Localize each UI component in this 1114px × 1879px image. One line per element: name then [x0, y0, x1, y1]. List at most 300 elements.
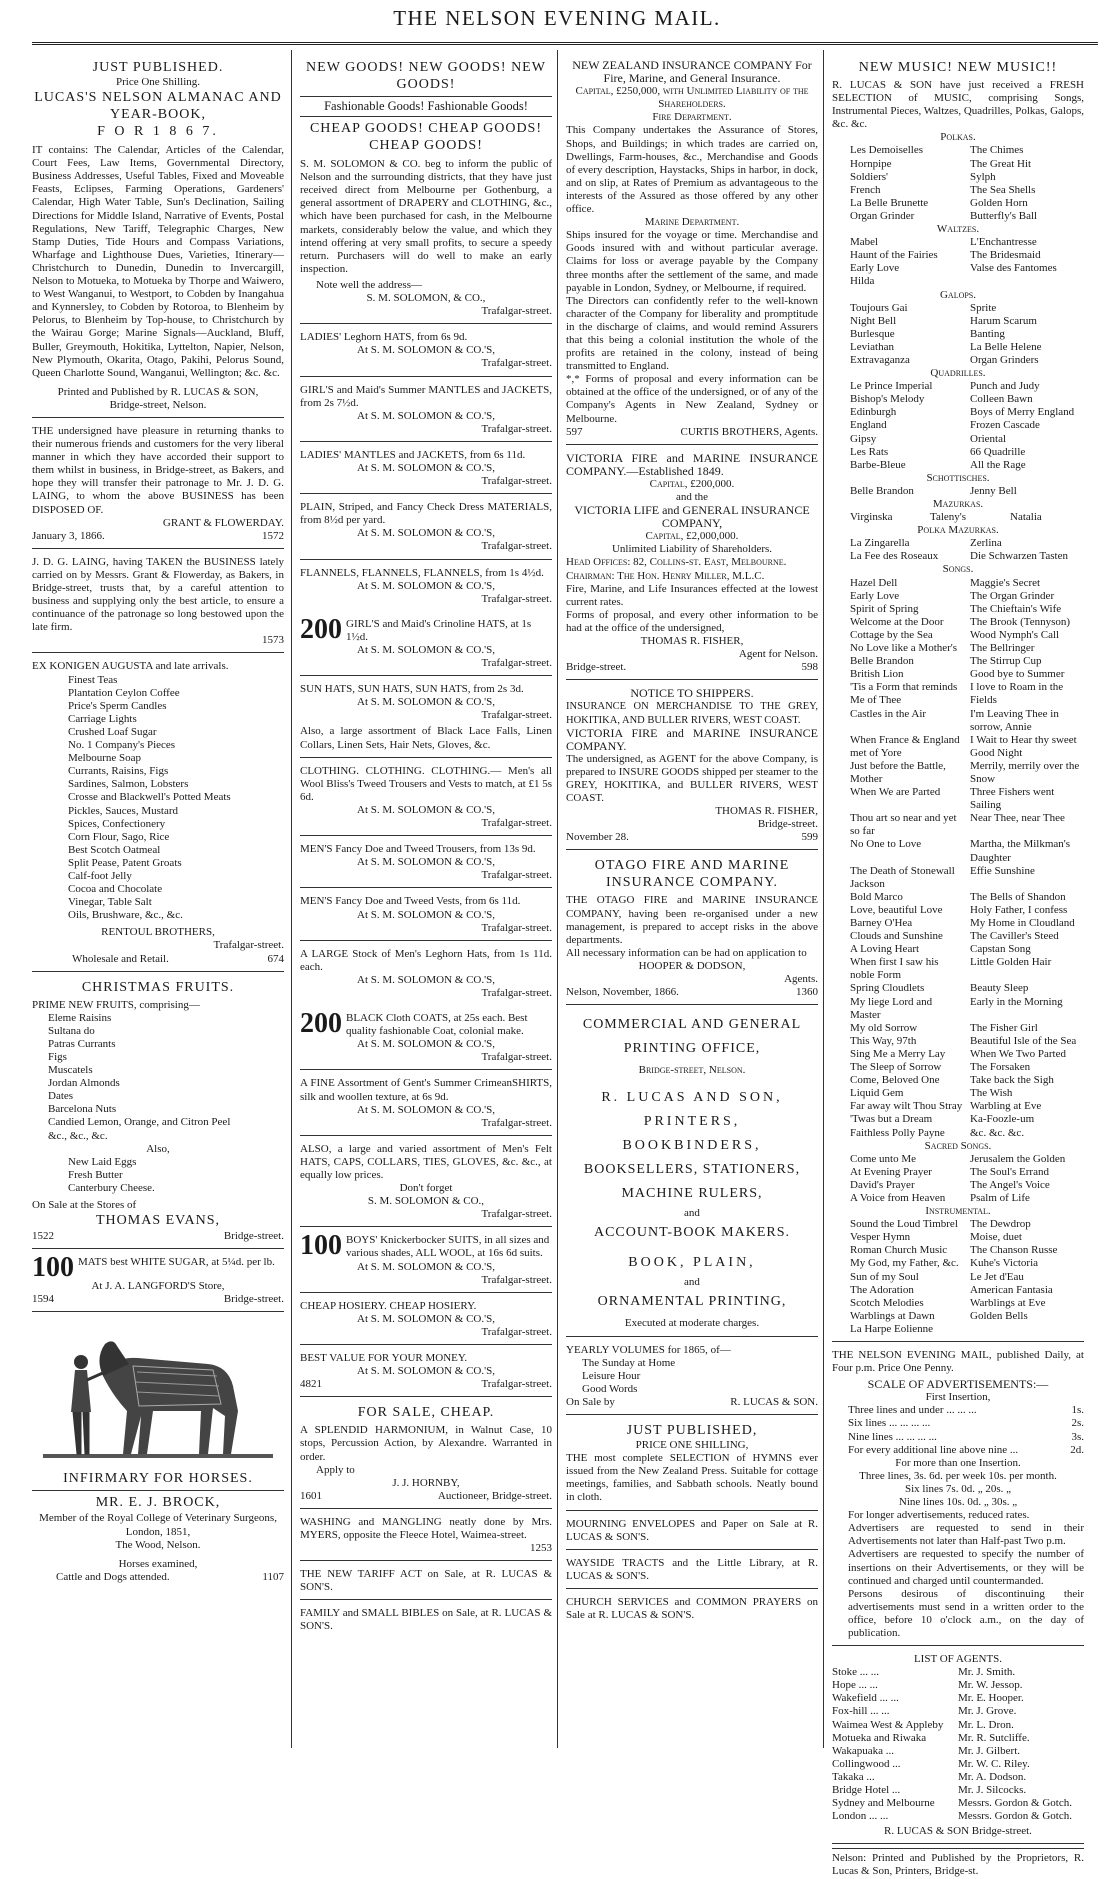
agent-place: Bridge Hotel ... — [832, 1784, 901, 1796]
ad-signature: CURTIS BROTHERS, Agents. — [680, 425, 818, 438]
list-item: Cocoa and Chocolate — [68, 883, 163, 896]
ad-footer — [300, 1490, 552, 1503]
solomon-item-ad — [300, 564, 552, 611]
rate-label: For every additional line above nine ... — [848, 1443, 1019, 1456]
agent-name: Mr. R. Sutcliffe. — [958, 1731, 1030, 1744]
music-title: Golden Horn — [970, 196, 1028, 209]
music-title: I Wait to Hear thy sweet Good Night — [970, 733, 1077, 759]
fruits-list — [32, 1012, 284, 1143]
agent-name: Mr. J. Smith. — [958, 1666, 1016, 1679]
column-2 — [300, 56, 552, 1746]
agent-name: Messrs. Gordon & Gotch. — [958, 1810, 1072, 1823]
ad-body: THE OTAGO FIRE and MARINE INSURANCE COMPANY, having been re-organised under a new management, is prepared to accept risks in the above departments. — [566, 894, 818, 946]
music-title: Clouds and Sunshine — [850, 930, 943, 943]
music-title: Holy Father, I confess — [970, 903, 1068, 916]
ad-footer — [32, 953, 284, 966]
ad-heading: THE NELSON EVENING MAIL, published Daily, at Four p.m. Price One Penny. — [832, 1349, 1084, 1375]
ad-footer — [32, 1230, 284, 1243]
ad-number: 1601 — [300, 1489, 322, 1502]
music-list — [832, 302, 1084, 367]
ad-heading: JUST PUBLISHED, — [626, 1423, 758, 1439]
sunhats-ad — [300, 680, 552, 757]
music-title: 66 Quadrille — [970, 445, 1026, 458]
music-list — [832, 485, 1084, 498]
ad-address: At S. M. SOLOMON & CO.'S, — [357, 644, 495, 656]
crinoline-ad — [300, 615, 552, 676]
ad-body: J. D. G. LAING, having TAKEN the BUSINESS lately carried on by Messrs. Grant & Flowerday, as Bakers, in Bridge-street, trusts that, by a careful attention to business and supplying only the best article, to ensure a continuance of the patronage so long bestowed upon the late firm. — [32, 555, 284, 634]
agent-place: London ... ... — [832, 1810, 889, 1823]
ad-body: All necessary information can be had on application to — [566, 946, 807, 959]
liability-line: Unlimited Liability of Shareholders. — [611, 543, 773, 556]
christmas-fruits-ad — [32, 976, 284, 1250]
rate-row — [832, 1444, 1084, 1457]
music-title — [970, 275, 1084, 288]
ad-number: 4821 — [300, 1378, 322, 1391]
music-title: Burlesque — [850, 327, 895, 340]
ad-number: 1594 — [32, 1293, 54, 1306]
ad-footer — [566, 1396, 818, 1409]
divider — [832, 1848, 1084, 1849]
mourning-ad — [566, 1515, 818, 1550]
ad-body: BOYS' Knickerbocker SUITS, in all sizes and various shades, ALL WOOL, at 16s 6d suits. — [346, 1234, 550, 1260]
ad-body: SUN HATS, SUN HATS, SUN HATS, from 2s 3d. — [300, 683, 524, 696]
music-title: At Evening Prayer — [850, 1165, 932, 1178]
agent-row — [832, 1771, 1084, 1784]
printing-line: MACHINE RULERS, — [621, 1186, 763, 1202]
capital-line: Capital, £2,000,000. — [645, 530, 739, 543]
music-title: Spring Cloudlets — [850, 982, 925, 995]
office-line: Head Offices: 82, Collins-st. East, Melbourne. — [566, 556, 787, 569]
ad-heading: CHRISTMAS FRUITS. — [81, 979, 235, 995]
ad-street: Trafalgar-street. — [481, 709, 552, 722]
rate-price: 2d. — [1070, 1443, 1084, 1456]
ad-number: 599 — [801, 831, 818, 844]
agent-place: Fox-hill ... ... — [832, 1705, 890, 1718]
music-title: Welcome at the Door — [850, 615, 944, 628]
agent-place: Stoke ... ... — [832, 1666, 880, 1679]
ad-number: 1572 — [262, 529, 284, 542]
agent-row — [832, 1810, 1084, 1823]
note-line: Note well the address— — [316, 278, 422, 291]
music-title: Jerusalem the Golden — [970, 1152, 1066, 1165]
agent-place: Hope ... ... — [832, 1679, 878, 1692]
music-title: 'Twas but a Dream — [850, 1113, 933, 1126]
price-line: Price One Shilling. — [115, 76, 201, 88]
section-title: Fire Department. — [652, 111, 732, 124]
suits-ad — [300, 1231, 552, 1292]
column-1 — [32, 56, 284, 1746]
music-title: All the Rage — [970, 458, 1026, 471]
ad-body: MOURNING ENVELOPES and Paper on Sale at R. LUCAS & SON'S. — [566, 1517, 818, 1543]
music-title: Night Bell — [850, 314, 897, 327]
music-title: The Chimes — [970, 144, 1024, 157]
music-title: Warblings at Eve — [970, 1296, 1046, 1309]
ad-signature: THOMAS R. FISHER, — [640, 635, 744, 648]
ad-subheading: INSURANCE ON MERCHANDISE TO THE GREY, HOKITIKA, AND BULLER RIVERS, WEST COAST. — [566, 701, 818, 726]
ad-body: PLAIN, Striped, and Fancy Check Dress MATERIALS, from 8½d per yard. — [300, 501, 552, 527]
music-section-title: Polka Mazurkas. — [917, 524, 999, 537]
list-item: &c., &c., &c. — [48, 1129, 108, 1142]
music-title: When France & England met of Yore — [850, 733, 960, 759]
list-item: Melbourne Soap — [68, 752, 142, 765]
ad-address: At S. M. SOLOMON & CO.'S, — [357, 856, 495, 869]
ad-number: 598 — [801, 661, 818, 674]
ad-signature: R. LUCAS & SON. — [730, 1395, 818, 1408]
list-item: Crosse and Blackwell's Potted Meats — [68, 791, 231, 804]
music-title: Little Golden Hair — [970, 956, 1052, 969]
divider — [32, 1490, 284, 1491]
ad-number: 1107 — [262, 1570, 284, 1583]
ad-address: At S. M. SOLOMON & CO.'S, — [357, 1103, 495, 1116]
column-rule — [823, 50, 824, 1748]
ad-heading: VICTORIA LIFE and GENERAL INSURANCE COMPANY, — [574, 503, 810, 531]
music-section-title: Waltzes. — [936, 223, 980, 236]
music-title: When We are Parted — [850, 786, 941, 799]
ad-address: At S. M. SOLOMON & CO.'S, — [357, 461, 495, 474]
music-title: Maggie's Secret — [970, 576, 1041, 589]
ad-body: Persons desirous of discontinuing their advertisements must send in a written order to the office, before 10 o'clock a.m., on the day of publication. — [848, 1587, 1084, 1639]
ad-street: Bridge-street. — [757, 818, 818, 831]
masthead: THE NELSON EVENING MAIL. — [393, 6, 721, 30]
shirts-ad — [300, 1074, 552, 1135]
music-title: Beauty Sleep — [970, 982, 1029, 995]
list-item: Best Scotch Oatmeal — [68, 843, 161, 856]
agent-row — [832, 1719, 1084, 1732]
music-sections — [832, 131, 1084, 1336]
ad-street: Trafalgar-street. — [481, 1325, 552, 1338]
music-title: Oriental — [970, 432, 1007, 445]
ad-address: At S. M. SOLOMON & CO.'S, — [357, 803, 495, 816]
music-title: The Adoration — [850, 1283, 914, 1296]
ad-number: 1573 — [262, 634, 284, 647]
music-title: Three Fishers went Sailing — [970, 786, 1055, 812]
price-line: PRICE ONE SHILLING, — [635, 1439, 749, 1452]
music-title: 'Tis a Form that reminds Me of Thee — [850, 681, 958, 707]
tariff-ad — [300, 1565, 552, 1600]
rate-line: For longer advertisements, reduced rates. — [848, 1509, 1030, 1522]
ad-address: At S. M. SOLOMON & CO.'S, — [357, 527, 495, 540]
scale-title: SCALE OF ADVERTISEMENTS:— — [867, 1377, 1049, 1392]
music-title: Faithless Polly Payne — [850, 1126, 945, 1139]
ad-body: MEN'S Fancy Doe and Tweed Vests, from 6s 11d. — [300, 895, 521, 908]
ad-body: FLANNELS, FLANNELS, FLANNELS, from 1s 4½d. — [300, 566, 544, 579]
music-title: Le Jet d'Eau — [970, 1270, 1024, 1283]
music-title: Capstan Song — [970, 943, 1031, 956]
wholesale-note: Wholesale and Retail. — [72, 952, 169, 965]
music-title: Vesper Hymn — [850, 1231, 911, 1244]
felt-hats-ad — [300, 1140, 552, 1228]
ad-body: FAMILY and SMALL BIBLES on Sale, at R. LUCAS & SON'S. — [300, 1607, 552, 1633]
ad-signature: RENTOUL BROTHERS, — [101, 926, 215, 939]
music-title: The Stirrup Cup — [970, 655, 1042, 668]
agent-line: Agent for Nelson. — [738, 648, 818, 661]
music-title: The Bells of Shandon — [970, 890, 1066, 903]
ad-title: YEAR-BOOK, — [110, 107, 206, 123]
apply-line: Apply to — [316, 1463, 355, 1476]
ad-heading: OTAGO FIRE AND MARINE INSURANCE COMPANY. — [594, 858, 790, 891]
music-section-title: Schottisches. — [926, 471, 990, 484]
ad-heading: FOR SALE, CHEAP. — [357, 1405, 495, 1421]
agent-name: Mr. L. Dron. — [958, 1718, 1014, 1731]
music-title: Gipsy — [850, 432, 877, 445]
ad-street: Trafalgar-street. — [213, 939, 284, 952]
printing-line: COMMERCIAL AND GENERAL — [582, 1017, 802, 1033]
quantity-numeral: 100 — [300, 1230, 342, 1262]
music-title: French — [850, 183, 881, 196]
music-title: Castles in the Air — [850, 707, 927, 720]
ad-number: 597 — [566, 425, 583, 438]
rate-label: Three lines and under ... ... ... — [848, 1404, 977, 1417]
music-title: Hazel Dell — [850, 576, 898, 589]
ad-body: ALSO, a large and varied assortment of Men's Felt HATS, CAPS, COLLARS, TIES, GLOVES, &c. &c., at equally low prices. — [300, 1142, 552, 1181]
rate-line: Three lines, 3s. 6d. per week 10s. per month. — [859, 1469, 1057, 1482]
music-list — [832, 144, 1084, 223]
ad-signature: R. LUCAS & SON Bridge-street. — [884, 1825, 1032, 1838]
music-title: The Bellringer — [970, 642, 1035, 655]
ad-street: Bridge-street. — [566, 661, 627, 674]
music-title: Mabel — [850, 236, 879, 249]
music-title: The Dewdrop — [970, 1218, 1031, 1231]
music-title: Good bye to Summer — [970, 668, 1065, 681]
shippers-notice — [566, 684, 818, 850]
music-title: Belle Brandon — [850, 655, 914, 668]
music-section-title: Quadrilles. — [930, 367, 986, 380]
music-title: Extravaganza — [850, 353, 910, 366]
music-title: Frozen Cascade — [970, 419, 1040, 432]
service-line: Cattle and Dogs attended. — [56, 1570, 170, 1583]
music-title: Thou art so near and yet so far — [850, 812, 957, 838]
music-title: A Loving Heart — [850, 943, 920, 956]
list-item: Canterbury Cheese. — [68, 1181, 155, 1194]
vet-name: MR. E. J. BROCK, — [95, 1495, 221, 1511]
ad-address: At S. M. SOLOMON & CO.'S, — [357, 973, 495, 986]
and-line: and — [684, 1276, 700, 1289]
ad-heading: INFIRMARY FOR HORSES. — [63, 1471, 253, 1487]
list-item: Barcelona Nuts — [48, 1103, 117, 1116]
music-title: Leviathan — [850, 340, 894, 353]
music-title: The Brook (Tennyson) — [970, 615, 1071, 628]
music-title: Jenny Bell — [970, 484, 1017, 497]
first-insertion: First Insertion, — [925, 1391, 991, 1404]
ad-address: At J. A. LANGFORD'S Store, — [91, 1280, 225, 1293]
music-title: A Voice from Heaven — [850, 1191, 946, 1204]
ad-street: Trafalgar-street. — [481, 817, 552, 830]
agent-row — [832, 1732, 1084, 1745]
music-title: Edinburgh — [850, 406, 897, 419]
agent-row — [832, 1745, 1084, 1758]
music-section-title: Mazurkas. — [932, 498, 984, 510]
music-title: The Sea Shells — [970, 183, 1036, 196]
rate-row — [832, 1417, 1084, 1430]
ad-number: 1253 — [530, 1542, 552, 1555]
ad-street: Trafalgar-street. — [481, 869, 552, 882]
ad-body: GIRL'S and Maid's Crinoline HATS, at 1s 1½d. — [346, 617, 532, 643]
music-title: Take back the Sigh — [970, 1074, 1054, 1087]
printing-line: BOOK, PLAIN, — [628, 1255, 756, 1271]
ad-street: Trafalgar-street. — [481, 986, 552, 999]
ad-title: LUCAS'S NELSON ALMANAC AND — [34, 90, 282, 106]
music-section-title: Galops. — [939, 288, 977, 301]
chairman-line: Chairman: The Hon. Henry Miller, M.L.C. — [566, 569, 765, 582]
rate-row — [832, 1431, 1084, 1444]
music-title: The Great Hit — [970, 157, 1032, 170]
list-item: Calf-foot Jelly — [68, 869, 132, 882]
music-title: This Way, 97th — [850, 1034, 917, 1047]
agent-place: Sydney and Melbourne — [832, 1797, 935, 1810]
music-title: Martha, the Milkman's Daughter — [970, 838, 1071, 864]
music-title: La Belle Helene — [970, 340, 1042, 353]
music-title: Warblings at Dawn — [850, 1309, 935, 1322]
ad-address: At S. M. SOLOMON & CO.'S, — [357, 1312, 495, 1325]
note-line: Don't forget — [399, 1182, 453, 1195]
music-title: Effie Sunshine — [970, 864, 1035, 877]
agent-row — [832, 1679, 1084, 1692]
ad-body: LADIES' MANTLES and JACKETS, from 6s 11d. — [300, 448, 526, 461]
ad-address: At S. M. SOLOMON & CO.'S, — [357, 409, 495, 422]
grant-notice — [32, 422, 284, 549]
masthead-rule — [32, 42, 1098, 45]
music-title: Barney O'Hea — [850, 917, 913, 929]
ad-address: At S. M. SOLOMON & CO.'S, — [357, 1365, 495, 1378]
music-title: The Forsaken — [970, 1061, 1031, 1074]
music-title: La Belle Brunette — [850, 196, 929, 209]
agent-name: Mr. J. Silcocks. — [958, 1784, 1027, 1796]
music-list — [832, 537, 1084, 563]
nz-insurance-ad — [566, 56, 818, 445]
hosiery-ad — [300, 1297, 552, 1345]
sale-line: On Sale by — [566, 1395, 615, 1408]
rate-line: Six lines 7s. 0d. „ 20s. „ — [904, 1482, 1012, 1495]
music-title: Toujours Gai — [850, 301, 908, 314]
music-title: Virginska — [850, 511, 893, 524]
list-item: Jordan Almonds — [48, 1077, 120, 1090]
ad-heading: NEW ZEALAND INSURANCE COMPANY For Fire, Marine, and General Insurance. — [572, 58, 812, 86]
ad-subheading: Fashionable Goods! Fashionable Goods! — [324, 99, 528, 113]
ad-printer: Printed and Published by R. LUCAS & SON, — [57, 385, 259, 398]
ad-footer — [566, 661, 818, 674]
music-title: The Soul's Errand — [970, 1165, 1049, 1178]
music-title: When first I saw his noble Form — [850, 956, 939, 982]
music-title: Spirit of Spring — [850, 602, 919, 615]
music-title: La Zingarella — [850, 537, 910, 550]
list-item: Finest Teas — [68, 673, 118, 686]
ad-street: Trafalgar-street. — [481, 921, 552, 934]
ad-heading: VICTORIA FIRE and MARINE INSURANCE COMPANY. — [566, 725, 818, 753]
ad-body: IT contains: The Calendar, Articles of the Calendar, Court Fees, Law Items, Governmental Directory, Business Addresses, Useful Tables, Fixed and Moveable Feasts, Eclipses, Farming Operations, Gardeners' Calendar, High Water Table, Sun's Declination, Sailing Directions for Middle Island, Narrative of Events, Postal Regulations, New Tariff, Telegraphic Charges, New Stamp Duties, Tide Hours and Compass Variations, Wharfage and Lighthouse Dues, Varieties, Itinerary—Christchurch to Dunedin, Dunedin to Invercargill, Nelson to Motueka, to Motueka by Thorpe and Waiwero, to West Wanganui, to Westport, to Cobden by Inangahua and Kynnersley, to Cobden by Rotoroa, to Blenheim by Pelorus, to Blenheim by Top-house, to Christchurch by the Wairau Gorge; Marine Signals—Auckland, Bluff, Buller, Greymouth, Hokitika, Lyttelton, Napier, Nelson, New Plymouth, Okarita, Otago, Pakihi, Pelorus Sound, Queen Charlotte Sound, Wanganui, Wellington; &c. &c. — [32, 144, 284, 379]
music-list — [832, 577, 1084, 1140]
ad-body: Fire, Marine, and Life Insurances effected at the lowest current rates. — [566, 582, 818, 608]
ad-street: Trafalgar-street. — [481, 305, 552, 318]
imprint-footer: Nelson: Printed and Published by the Proprietors, R. Lucas & Son, Printers, Bridge-st. — [832, 1852, 1084, 1878]
music-ad — [832, 56, 1084, 1342]
music-title: Punch and Judy — [970, 380, 1040, 393]
section-title: Marine Department. — [644, 216, 740, 229]
music-title: Kuhe's Victoria — [970, 1257, 1039, 1270]
music-title: Golden Bells — [970, 1309, 1028, 1322]
list-item: Oils, Brushware, &c., &c. — [68, 909, 183, 922]
capital-line: Capital, £200,000. — [649, 477, 735, 490]
agent-row — [832, 1666, 1084, 1679]
music-title: Les Rats — [850, 445, 889, 458]
list-item: Patras Currants — [48, 1037, 116, 1050]
agent-row — [832, 1692, 1084, 1705]
agent-place: Takaka ... — [832, 1770, 875, 1783]
coats-ad — [300, 1009, 552, 1070]
agents-list — [832, 1650, 1084, 1844]
list-item: The Sunday at Home — [582, 1356, 676, 1369]
music-title: Die Schwarzen Tasten — [970, 550, 1068, 563]
ad-year: F O R 1 8 6 7. — [97, 124, 219, 140]
ad-number: 1360 — [796, 986, 818, 999]
ad-date: Nelson, November, 1866. — [566, 986, 679, 999]
quantity-numeral: 100 — [32, 1252, 74, 1284]
ad-heading: JUST PUBLISHED. — [92, 60, 224, 75]
wayside-ad — [566, 1554, 818, 1589]
column-3 — [566, 56, 818, 1746]
music-title: My liege Lord and Master — [850, 995, 933, 1021]
divider — [300, 116, 552, 117]
ad-body: CHEAP HOSIERY. CHEAP HOSIERY. — [300, 1299, 477, 1312]
rate-label: Nine lines ... ... ... ... — [848, 1430, 937, 1443]
music-title: La Harpe Eolienne — [850, 1322, 934, 1335]
music-title: The Death of Stonewall Jackson — [850, 864, 955, 890]
agent-place: Wakefield ... ... — [832, 1692, 899, 1705]
ad-footer — [32, 530, 284, 543]
ad-footer — [32, 1293, 284, 1306]
agent-name: Mr. J. Grove. — [958, 1705, 1017, 1718]
harmonium-ad — [300, 1401, 552, 1509]
agent-name: Mr. W. C. Riley. — [958, 1757, 1030, 1770]
music-title: American Fantasia — [970, 1283, 1053, 1296]
ad-street: Trafalgar-street. — [481, 1378, 552, 1391]
music-list — [832, 1218, 1084, 1336]
music-title: England — [850, 419, 887, 432]
solomon-item-ad — [300, 840, 552, 888]
volumes-list — [566, 1357, 818, 1396]
ad-street: Trafalgar-street. — [481, 657, 552, 670]
and-line: and the — [675, 491, 709, 503]
list-item: Spices, Confectionery — [68, 817, 166, 830]
music-title: Le Prince Imperial — [850, 380, 933, 393]
music-title: Sylph — [970, 170, 996, 183]
ad-body: THE NEW TARIFF ACT on Sale, at R. LUCAS & SON'S. — [300, 1568, 552, 1594]
solomon-item-ad — [300, 892, 552, 940]
list-item: Currants, Raisins, Figs — [68, 765, 169, 778]
rate-label: Six lines ... ... ... ... — [848, 1417, 931, 1430]
agents-rows — [832, 1666, 1084, 1823]
music-list — [832, 1153, 1084, 1205]
music-title: My old Sorrow — [850, 1021, 918, 1034]
solomon-item-ad — [300, 328, 552, 376]
agent-place: Waimea West & Appleby — [832, 1718, 944, 1731]
church-ad — [566, 1593, 818, 1627]
solomon-item-ad — [300, 446, 552, 494]
list-item: Carriage Lights — [68, 712, 137, 725]
ad-footer — [566, 986, 818, 999]
ad-date: November 28. — [566, 831, 629, 844]
music-section-title: Instrumental. — [925, 1205, 991, 1218]
service-line: Horses examined, — [118, 1557, 198, 1570]
music-title: My Home in Cloudland — [970, 917, 1075, 929]
ad-address: The Wood, Nelson. — [115, 1538, 201, 1551]
ad-heading: NEW GOODS! NEW GOODS! NEW GOODS! — [306, 60, 546, 92]
agent-name: Mr. A. Dodson. — [958, 1770, 1027, 1783]
ad-heading: NEW MUSIC! NEW MUSIC!! — [858, 60, 1058, 75]
rate-price: 3s. — [1071, 1430, 1084, 1443]
music-title: Sprite — [970, 301, 997, 314]
quantity-numeral: 200 — [300, 1008, 342, 1040]
ad-heading: EX KONIGEN AUGUSTA and late arrivals. — [32, 660, 229, 673]
